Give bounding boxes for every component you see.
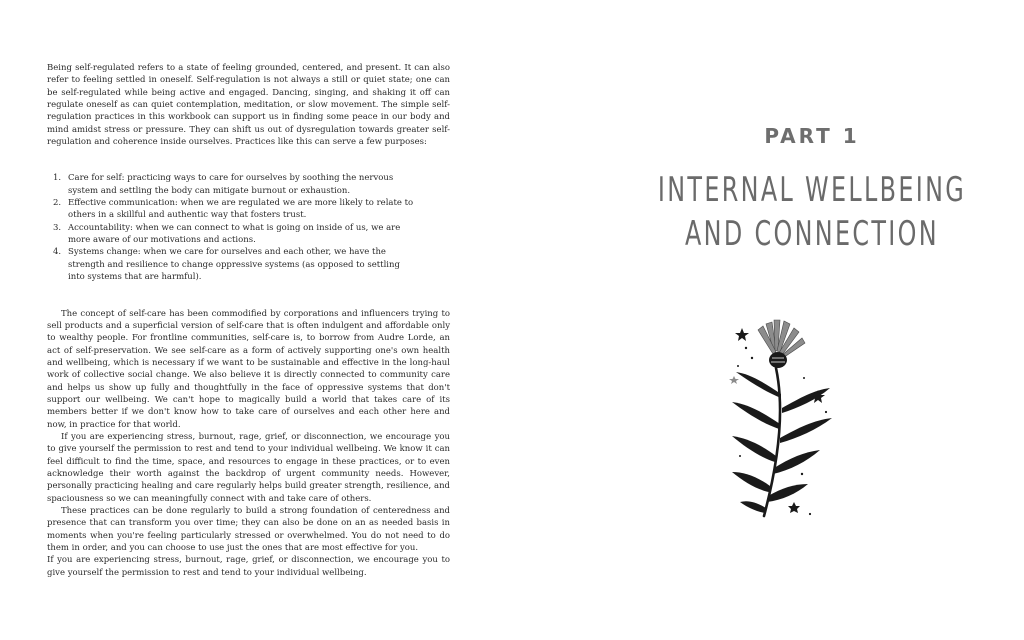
part-label: PART 1 <box>764 124 860 148</box>
botanical-flower-illustration <box>728 316 848 526</box>
stress-paragraph: If you are experiencing stress, burnout, rage, grief, or disconnection, we encourage you to give yourself the permission to rest and tend to your individual wellbeing. We know it can feel difficult to find the time, space, and resources to engage in these practices, or to even acknowledge their worth against the backdrop of urgent community needs. However, personally practicing healing and care regularly helps build greater strength, resilience, and spaciousness so we can meaningfully connect with and take care of others. <box>47 431 450 504</box>
selfcare-paragraph: The concept of self-care has been commodified by corporations and influencers trying to sell products and a superficial version of self-care that is often indulgent and affordable only to wealthy people. For frontline communities, self-care is, to borrow from Audre Lorde, an act of self-preservation. We see self-care as a form of actively supporting one's own health and wellbeing, which is necessary if we want to be sustainable and effective in the long-haul work of collective social change. We also believe it is directly connected to community care and helps us show up fully and thoughtfully in the face of oppressive systems that don't support our wellbeing. We can't hope to magically build a world that takes care of its members better if we don't know how to take care of ourselves and each other here and now, in practice for that world. <box>47 308 450 430</box>
list-item <box>47 246 418 283</box>
part-title-line-2: AND CONNECTION <box>685 214 939 254</box>
part-title-line-1: INTERNAL WELLBEING <box>657 170 967 210</box>
list-item <box>47 197 418 222</box>
list-number: 3. <box>53 222 62 233</box>
flower-head <box>769 352 787 368</box>
flower-petals <box>758 320 805 358</box>
part-title <box>578 168 1024 256</box>
list-item-text: Care for self: practicing ways to care for ourselves by soothing the nervous system and settling the body can mitigate burnout or exhaustion. <box>68 173 394 196</box>
list-number: 4. <box>53 247 62 258</box>
intro-paragraph: Being self-regulated refers to a state of feeling grounded, centered, and present. It can also refer to feeling settled in oneself. Self-regulation is not always a still or quiet state; one can be self-regulated while being active and engaged. Dancing, singing, and shaking it off can regulate oneself as can quiet contemplation, meditation, or slow movement. The simple self-regulation practices in this workbook can support us in finding some peace in our body and mind amidst stress or pressure. They can shift us out of dysregulation towards greater self-regulation and coherence inside ourselves. Practices like this can serve a few purposes: <box>47 63 450 148</box>
left-page-text <box>47 62 450 579</box>
star-gray <box>729 376 739 384</box>
list-item-text: Accountability: when we can connect to what is going on inside of us, we are more aware of our motivations and actions. <box>68 222 401 246</box>
practices-paragraph: These practices can be done regularly to build a strong foundation of centeredness and presence that can transform you over time; they can also be done on an as needed basis in moments when you're feeling particularly stressed or overwhelmed. You do not need to do them in order, and you can choose to use just the ones that are most effective for you. <box>47 506 450 554</box>
list-item-text: Effective communication: when we are regulated we are more likely to relate to others in a skillful and authentic way that fosters trust. <box>68 198 414 221</box>
right-page <box>512 0 1024 640</box>
list-number: 2. <box>53 198 62 209</box>
list-item <box>47 172 418 197</box>
list-number: 1. <box>53 173 62 184</box>
repeat-paragraph: If you are experiencing stress, burnout, rage, grief, or disconnection, we encourage you to give yourself the permission to rest and tend to your individual wellbeing. <box>47 555 450 578</box>
list-item-text: Systems change: when we care for ourselves and each other, we have the strength and resilience to change oppressive systems (as opposed to settling into systems that are harmful). <box>68 247 400 283</box>
purposes-list <box>47 172 450 283</box>
list-item <box>47 222 418 247</box>
